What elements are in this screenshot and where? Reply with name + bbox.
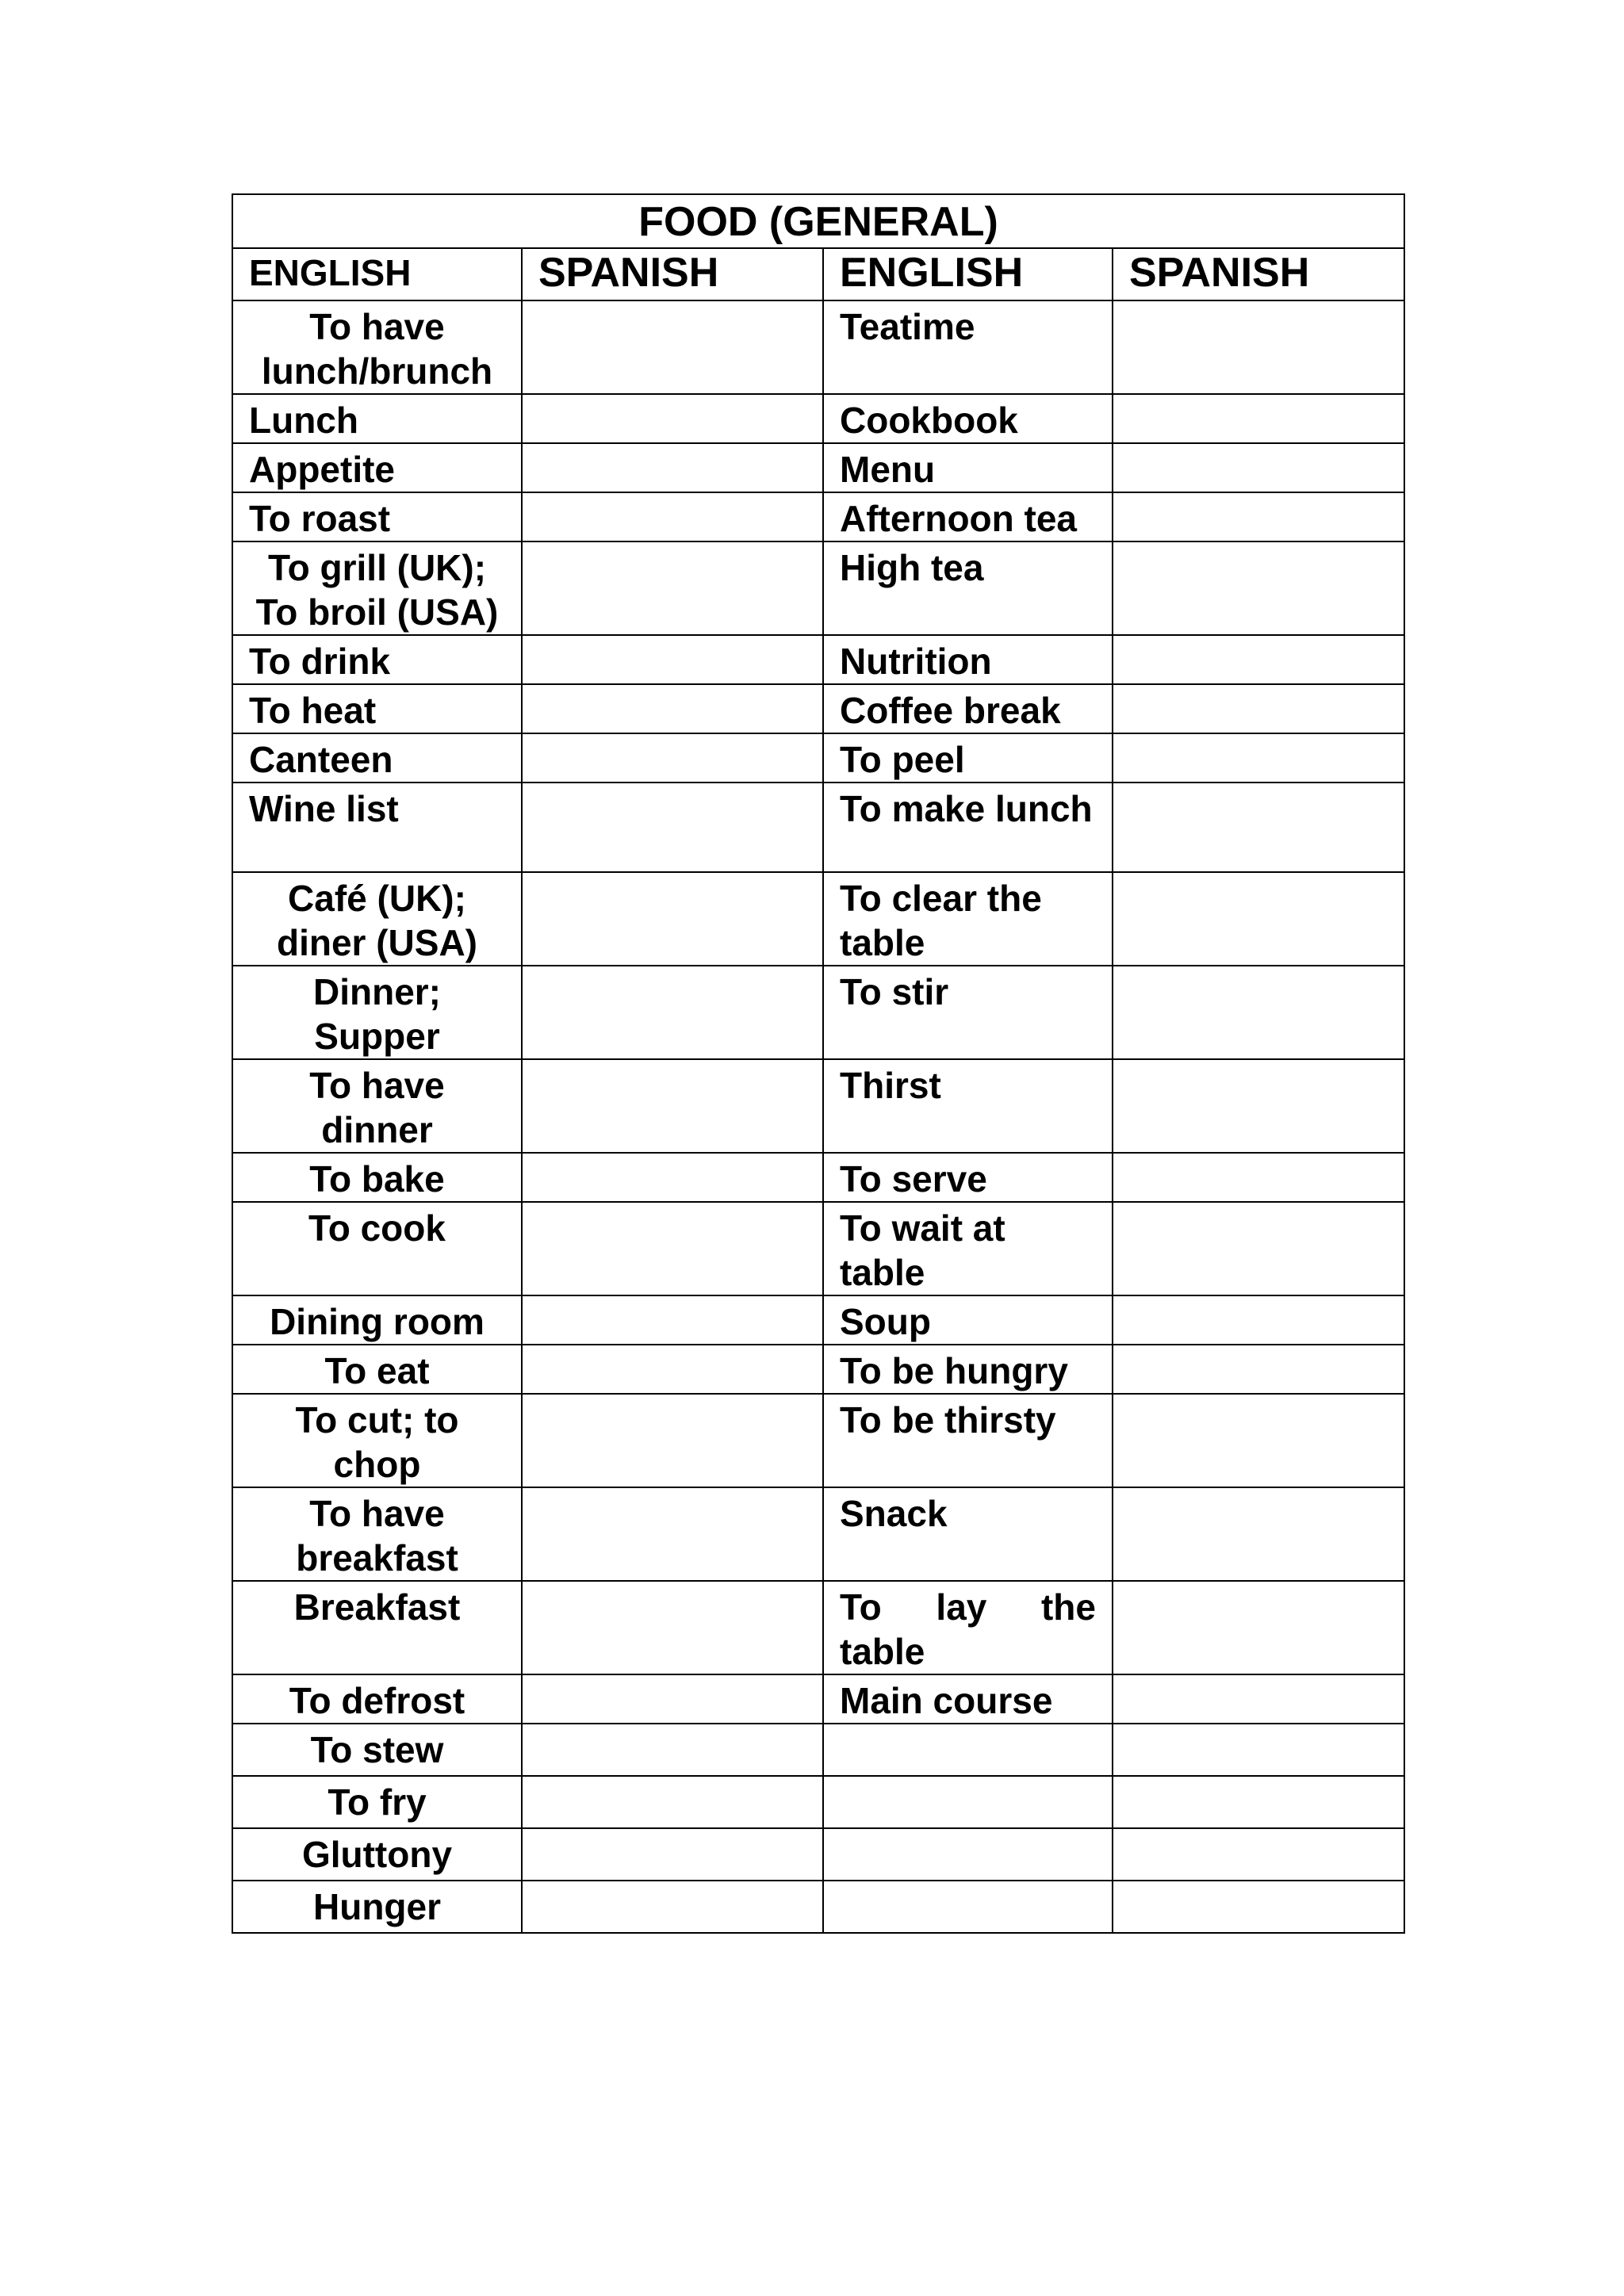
english-term-right: To be hungry xyxy=(823,1345,1113,1394)
english-term-left: Breakfast xyxy=(232,1581,522,1674)
english-term-left: Dinner; Supper xyxy=(232,966,522,1059)
english-term-left: To heat xyxy=(232,684,522,733)
english-term-right: Afternoon tea xyxy=(823,492,1113,541)
english-term-right: To peel xyxy=(823,733,1113,783)
spanish-answer-cell[interactable] xyxy=(1113,733,1404,783)
spanish-answer-cell[interactable] xyxy=(522,1059,823,1153)
spanish-answer-cell[interactable] xyxy=(1113,1394,1404,1487)
english-term-left: To grill (UK); To broil (USA) xyxy=(232,541,522,635)
english-term-left: Hunger xyxy=(232,1881,522,1933)
spanish-answer-cell[interactable] xyxy=(1113,1153,1404,1202)
spanish-answer-cell[interactable] xyxy=(1113,1724,1404,1776)
table-row xyxy=(232,1724,1404,1776)
spanish-answer-cell[interactable] xyxy=(1113,1202,1404,1295)
english-term-left: Wine list xyxy=(232,783,522,872)
header-english-1: ENGLISH xyxy=(232,248,522,300)
english-term-right xyxy=(823,1776,1113,1828)
english-term-left: To have lunch/brunch xyxy=(232,300,522,394)
english-term-right: Cookbook xyxy=(823,394,1113,443)
english-term-left: Appetite xyxy=(232,443,522,492)
spanish-answer-cell[interactable] xyxy=(522,1776,823,1828)
english-term-left: To have dinner xyxy=(232,1059,522,1153)
table-row xyxy=(232,1202,1404,1295)
table-row xyxy=(232,1487,1404,1581)
english-term-left: To cut; to chop xyxy=(232,1394,522,1487)
spanish-answer-cell[interactable] xyxy=(1113,684,1404,733)
table-row xyxy=(232,1295,1404,1345)
table-row xyxy=(232,684,1404,733)
spanish-answer-cell[interactable] xyxy=(1113,541,1404,635)
english-term-right: To stir xyxy=(823,966,1113,1059)
spanish-answer-cell[interactable] xyxy=(1113,492,1404,541)
spanish-answer-cell[interactable] xyxy=(1113,1674,1404,1724)
table-row xyxy=(232,966,1404,1059)
english-term-left: Café (UK); diner (USA) xyxy=(232,872,522,966)
spanish-answer-cell[interactable] xyxy=(522,1394,823,1487)
english-term-right xyxy=(823,1724,1113,1776)
spanish-answer-cell[interactable] xyxy=(522,1202,823,1295)
table-row xyxy=(232,1394,1404,1487)
english-term-right: To serve xyxy=(823,1153,1113,1202)
table-title: FOOD (GENERAL) xyxy=(232,194,1404,248)
english-term-right: Soup xyxy=(823,1295,1113,1345)
english-term-right: Coffee break xyxy=(823,684,1113,733)
spanish-answer-cell[interactable] xyxy=(1113,1059,1404,1153)
english-term-left: To roast xyxy=(232,492,522,541)
spanish-answer-cell[interactable] xyxy=(522,1828,823,1881)
spanish-answer-cell[interactable] xyxy=(1113,443,1404,492)
spanish-answer-cell[interactable] xyxy=(522,1581,823,1674)
spanish-answer-cell[interactable] xyxy=(522,783,823,872)
table-row xyxy=(232,635,1404,684)
english-term-left: Canteen xyxy=(232,733,522,783)
english-term-left: Dining room xyxy=(232,1295,522,1345)
spanish-answer-cell[interactable] xyxy=(1113,1487,1404,1581)
header-row xyxy=(232,248,1404,300)
table-row xyxy=(232,1581,1404,1674)
spanish-answer-cell[interactable] xyxy=(1113,1881,1404,1933)
spanish-answer-cell[interactable] xyxy=(522,966,823,1059)
spanish-answer-cell[interactable] xyxy=(522,1674,823,1724)
spanish-answer-cell[interactable] xyxy=(1113,635,1404,684)
spanish-answer-cell[interactable] xyxy=(522,872,823,966)
header-english-2: ENGLISH xyxy=(823,248,1113,300)
spanish-answer-cell[interactable] xyxy=(522,635,823,684)
spanish-answer-cell[interactable] xyxy=(522,1881,823,1933)
spanish-answer-cell[interactable] xyxy=(522,1345,823,1394)
table-row xyxy=(232,1153,1404,1202)
english-term-right: Thirst xyxy=(823,1059,1113,1153)
english-term-left: To stew xyxy=(232,1724,522,1776)
table-row xyxy=(232,1828,1404,1881)
table-row xyxy=(232,492,1404,541)
english-term-right: High tea xyxy=(823,541,1113,635)
table-row xyxy=(232,1345,1404,1394)
header-spanish-2: SPANISH xyxy=(1113,248,1404,300)
english-term-right: Menu xyxy=(823,443,1113,492)
spanish-answer-cell[interactable] xyxy=(522,1487,823,1581)
english-term-left: To have breakfast xyxy=(232,1487,522,1581)
spanish-answer-cell[interactable] xyxy=(522,394,823,443)
spanish-answer-cell[interactable] xyxy=(1113,1828,1404,1881)
spanish-answer-cell[interactable] xyxy=(522,300,823,394)
english-term-right xyxy=(823,1828,1113,1881)
table-row xyxy=(232,733,1404,783)
spanish-answer-cell[interactable] xyxy=(1113,1295,1404,1345)
english-term-right: Teatime xyxy=(823,300,1113,394)
spanish-answer-cell[interactable] xyxy=(1113,300,1404,394)
title-row xyxy=(232,194,1404,248)
spanish-answer-cell[interactable] xyxy=(1113,1345,1404,1394)
spanish-answer-cell[interactable] xyxy=(522,1153,823,1202)
spanish-answer-cell[interactable] xyxy=(522,443,823,492)
table-row xyxy=(232,1059,1404,1153)
table-row xyxy=(232,872,1404,966)
spanish-answer-cell[interactable] xyxy=(522,541,823,635)
english-term-left: Lunch xyxy=(232,394,522,443)
spanish-answer-cell[interactable] xyxy=(522,1724,823,1776)
english-term-left: To eat xyxy=(232,1345,522,1394)
spanish-answer-cell[interactable] xyxy=(522,1295,823,1345)
table-row xyxy=(232,541,1404,635)
table-row xyxy=(232,1776,1404,1828)
spanish-answer-cell[interactable] xyxy=(1113,1776,1404,1828)
english-term-left: To cook xyxy=(232,1202,522,1295)
english-term-right: Main course xyxy=(823,1674,1113,1724)
english-term-right: Nutrition xyxy=(823,635,1113,684)
spanish-answer-cell[interactable] xyxy=(1113,966,1404,1059)
spanish-answer-cell[interactable] xyxy=(522,733,823,783)
spanish-answer-cell[interactable] xyxy=(522,492,823,541)
english-term-right: To clear the table xyxy=(823,872,1113,966)
spanish-answer-cell[interactable] xyxy=(1113,1581,1404,1674)
table-row xyxy=(232,783,1404,872)
spanish-answer-cell[interactable] xyxy=(1113,783,1404,872)
table-row xyxy=(232,443,1404,492)
table-row xyxy=(232,1881,1404,1933)
spanish-answer-cell[interactable] xyxy=(1113,394,1404,443)
spanish-answer-cell[interactable] xyxy=(1113,872,1404,966)
english-term-right: To wait at table xyxy=(823,1202,1113,1295)
english-term-right: To lay the table xyxy=(823,1581,1113,1674)
english-term-left: To drink xyxy=(232,635,522,684)
table-row xyxy=(232,300,1404,394)
english-term-right: Snack xyxy=(823,1487,1113,1581)
english-term-left: To defrost xyxy=(232,1674,522,1724)
english-term-left: To bake xyxy=(232,1153,522,1202)
english-term-left: To fry xyxy=(232,1776,522,1828)
table-row xyxy=(232,1674,1404,1724)
spanish-answer-cell[interactable] xyxy=(522,684,823,733)
table-row xyxy=(232,394,1404,443)
english-term-left: Gluttony xyxy=(232,1828,522,1881)
english-term-right: To be thirsty xyxy=(823,1394,1113,1487)
header-spanish-1: SPANISH xyxy=(522,248,823,300)
vocabulary-table xyxy=(232,193,1405,1934)
english-term-right: To make lunch xyxy=(823,783,1113,872)
english-term-right xyxy=(823,1881,1113,1933)
